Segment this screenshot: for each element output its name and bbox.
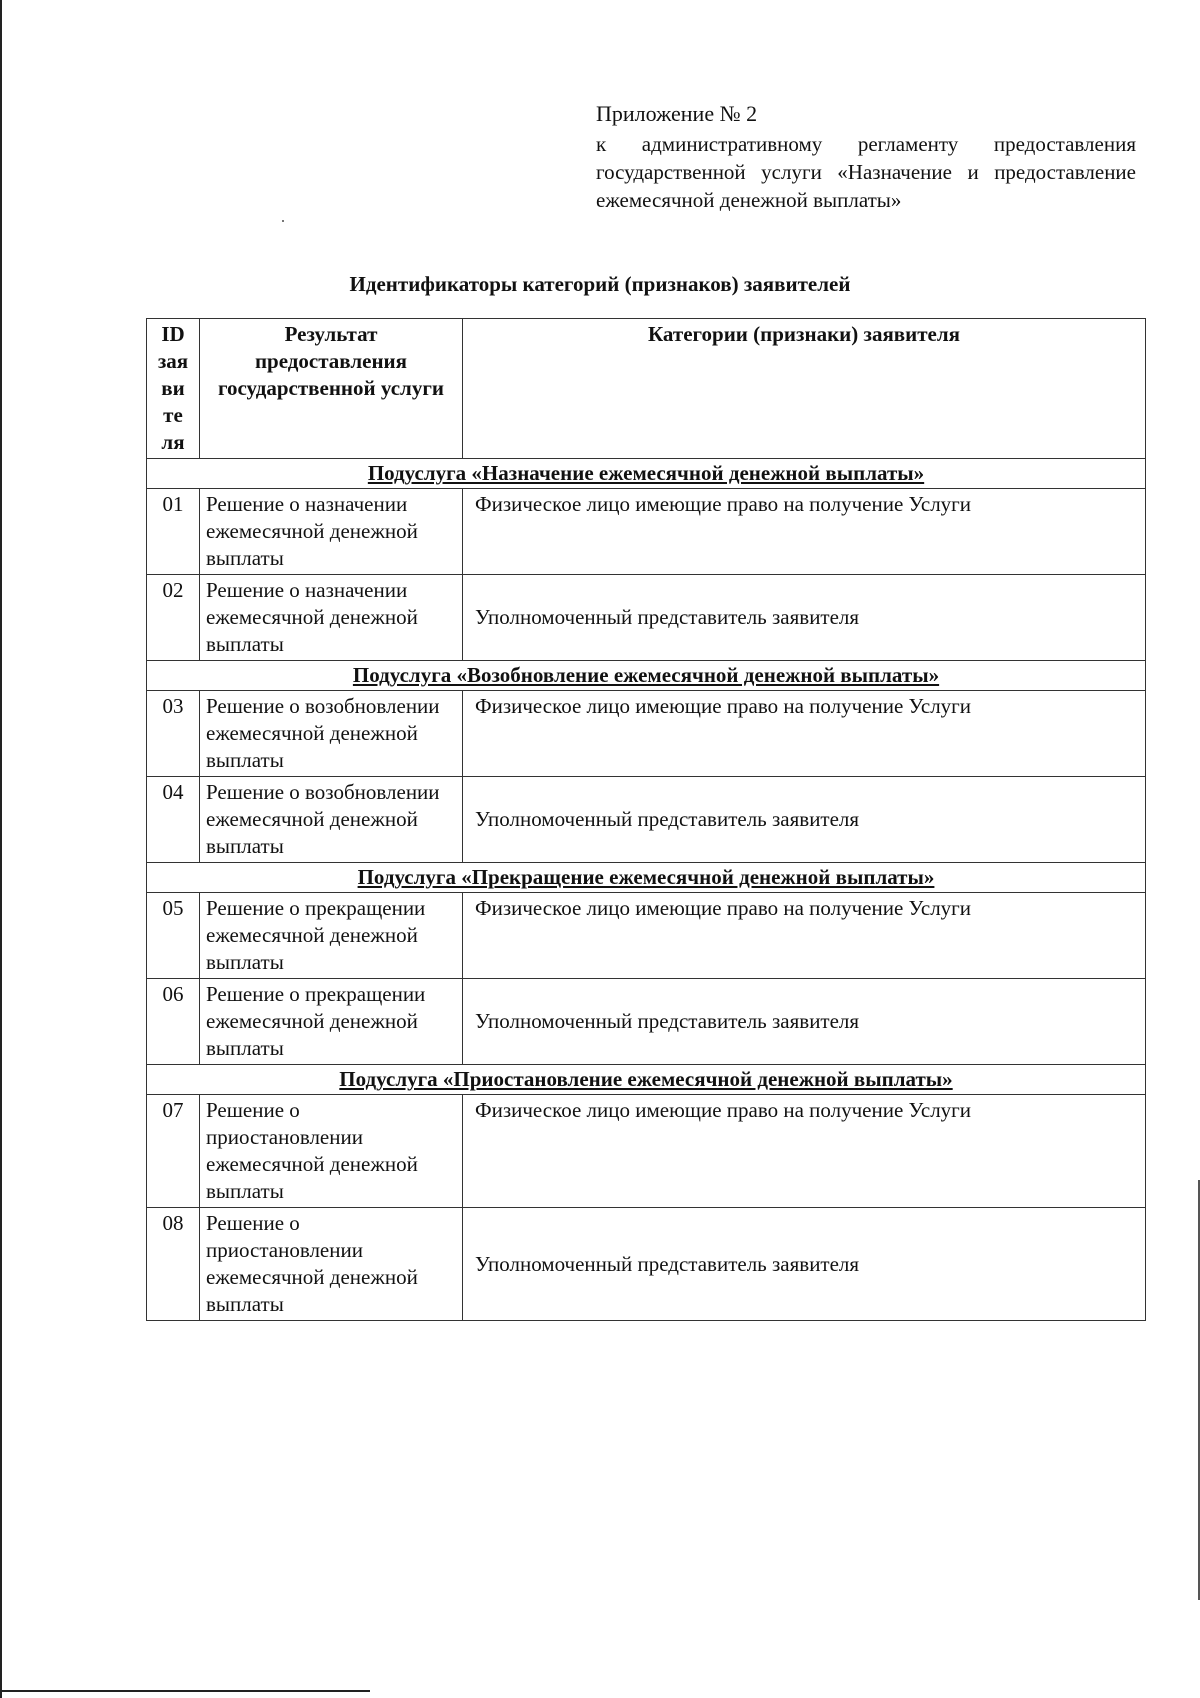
cell-applicant-id: 01	[147, 489, 200, 575]
document-title: Идентификаторы категорий (признаков) заявителей	[349, 272, 851, 296]
appendix-body: к административному регламенту предоставления государственной услуги «Назначение и предоставление ежемесячной денежной выплаты»	[596, 132, 1136, 212]
cell-category: Уполномоченный представитель заявителя	[463, 979, 1146, 1065]
scan-line-bottom	[0, 1690, 370, 1692]
cell-applicant-id: 08	[147, 1208, 200, 1321]
identifiers-table	[146, 318, 1146, 1321]
header-id: ID зая ви те ля	[147, 319, 200, 459]
table-row	[147, 1208, 1146, 1321]
scan-speck	[282, 220, 284, 222]
cell-category: Уполномоченный представитель заявителя	[463, 1208, 1146, 1321]
cell-result: Решение о прекращении ежемесячной денежной выплаты	[200, 979, 463, 1065]
cell-applicant-id: 06	[147, 979, 200, 1065]
cell-result: Решение о приостановлении ежемесячной денежной выплаты	[200, 1208, 463, 1321]
cell-applicant-id: 07	[147, 1095, 200, 1208]
cell-applicant-id: 05	[147, 893, 200, 979]
cell-category: Физическое лицо имеющие право на получение Услуги	[463, 1095, 1146, 1208]
cell-applicant-id: 04	[147, 777, 200, 863]
page-edge-left	[0, 0, 2, 1698]
table-header-row	[147, 319, 1146, 459]
appendix-block	[596, 100, 1136, 214]
cell-applicant-id: 02	[147, 575, 200, 661]
subservice-row	[147, 863, 1146, 893]
subservice-title: Подуслуга «Возобновление ежемесячной денежной выплаты»	[147, 661, 1146, 691]
cell-category: Уполномоченный представитель заявителя	[463, 575, 1146, 661]
table-row	[147, 691, 1146, 777]
subservice-title: Подуслуга «Прекращение ежемесячной денежной выплаты»	[147, 863, 1146, 893]
cell-result: Решение о возобновлении ежемесячной денежной выплаты	[200, 691, 463, 777]
cell-result: Решение о назначении ежемесячной денежной выплаты	[200, 489, 463, 575]
cell-category: Физическое лицо имеющие право на получение Услуги	[463, 893, 1146, 979]
table-row	[147, 575, 1146, 661]
table-row	[147, 893, 1146, 979]
subservice-row	[147, 661, 1146, 691]
header-category: Категории (признаки) заявителя	[463, 319, 1146, 459]
cell-category: Уполномоченный представитель заявителя	[463, 777, 1146, 863]
subservice-title: Подуслуга «Назначение ежемесячной денежной выплаты»	[147, 459, 1146, 489]
table-row	[147, 777, 1146, 863]
subservice-title: Подуслуга «Приостановление ежемесячной денежной выплаты»	[147, 1065, 1146, 1095]
cell-result: Решение о приостановлении ежемесячной денежной выплаты	[200, 1095, 463, 1208]
subservice-row	[147, 1065, 1146, 1095]
table-body	[147, 459, 1146, 1321]
cell-result: Решение о возобновлении ежемесячной денежной выплаты	[200, 777, 463, 863]
subservice-row	[147, 459, 1146, 489]
table-row	[147, 979, 1146, 1065]
cell-applicant-id: 03	[147, 691, 200, 777]
cell-category: Физическое лицо имеющие право на получение Услуги	[463, 691, 1146, 777]
header-result: Результат предоставления государственной услуги	[200, 319, 463, 459]
appendix-title: Приложение № 2	[596, 101, 758, 126]
cell-result: Решение о назначении ежемесячной денежной выплаты	[200, 575, 463, 661]
table-row	[147, 1095, 1146, 1208]
cell-result: Решение о прекращении ежемесячной денежной выплаты	[200, 893, 463, 979]
table-row	[147, 489, 1146, 575]
cell-category: Физическое лицо имеющие право на получение Услуги	[463, 489, 1146, 575]
